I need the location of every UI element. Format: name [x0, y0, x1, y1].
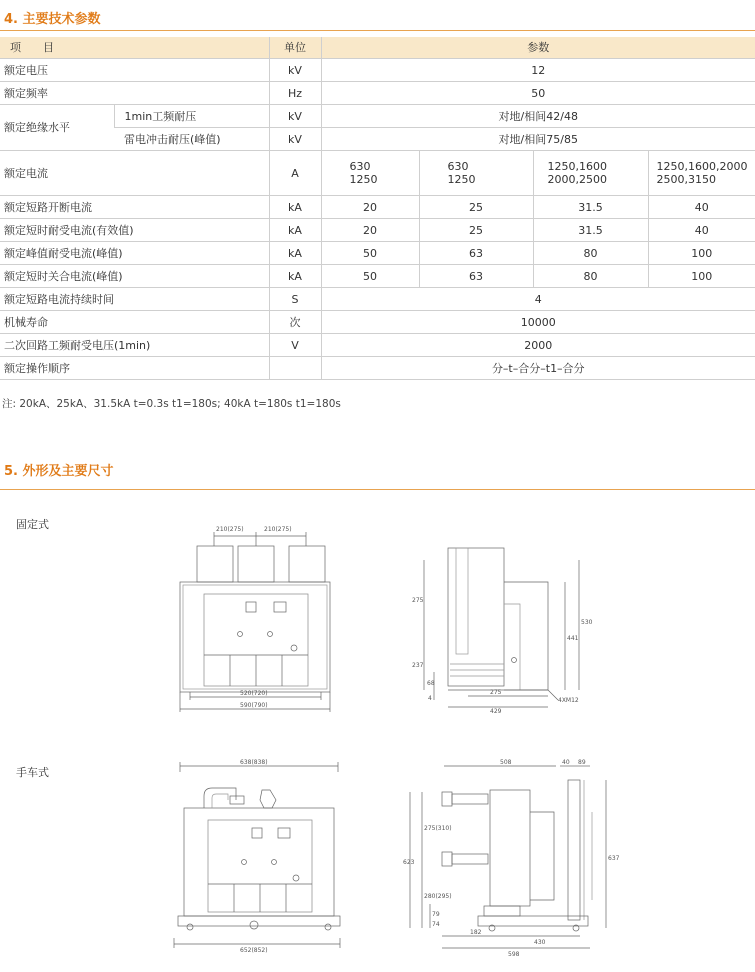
row-unit: 次 [269, 311, 321, 334]
row-item: 额定峰值耐受电流(峰值) [0, 242, 269, 265]
current-b: 2000,2500 [547, 173, 607, 186]
current-b: 1250 [447, 173, 476, 186]
row-unit: Hz [269, 82, 321, 105]
header-unit: 单位 [269, 37, 321, 59]
row-unit: kA [269, 219, 321, 242]
dim-label: 623 [403, 859, 415, 866]
header-item: 项 目 [0, 37, 269, 59]
row-value: 63 [419, 265, 533, 288]
dim-label: 652(852) [240, 947, 268, 954]
row-value: 63 [419, 242, 533, 265]
row-value: 100 [648, 265, 755, 288]
row-unit: kA [269, 242, 321, 265]
truck-side-view [403, 759, 620, 958]
row-item: 机械寿命 [0, 311, 269, 334]
dim-label: 4 [428, 695, 432, 702]
row-subitem: 1min工频耐压 [114, 105, 269, 128]
row-unit: S [269, 288, 321, 311]
row-item: 额定电压 [0, 59, 269, 82]
current-a: 1250,1600 [547, 160, 607, 173]
row-item: 额定短路开断电流 [0, 196, 269, 219]
row-value: 4 [321, 288, 755, 311]
row-item: 额定电流 [0, 151, 269, 196]
row-item: 二次回路工频耐受电压(1min) [0, 334, 269, 357]
section5-title: 5. 外形及主要尺寸 [4, 464, 114, 479]
row-value: 对地/相间75/85 [321, 128, 755, 151]
row-item: 额定频率 [0, 82, 269, 105]
row-value: 100 [648, 242, 755, 265]
row-value: 50 [321, 82, 755, 105]
row-unit: kV [269, 128, 321, 151]
dim-label: 638(838) [240, 759, 268, 766]
dim-label: 637 [608, 855, 620, 862]
dim-label: 590(790) [240, 702, 268, 709]
current-b: 2500,3150 [656, 173, 716, 186]
dim-label: 237 [412, 662, 424, 669]
row-item: 额定绝缘水平 [0, 105, 114, 151]
dim-label: 40 [562, 759, 570, 766]
row-value: 80 [533, 242, 648, 265]
dim-label: 520(720) [240, 690, 268, 697]
row-value: 2000 [321, 334, 755, 357]
row-item: 额定操作顺序 [0, 357, 269, 380]
row-value: 12 [321, 59, 755, 82]
row-value: 40 [648, 196, 755, 219]
row-value: 20 [321, 219, 419, 242]
dim-label: 275 [412, 597, 424, 604]
row-item: 额定短路电流持续时间 [0, 288, 269, 311]
dim-label: 441 [567, 635, 579, 642]
dim-label: 275 [490, 689, 502, 696]
dim-label: 79 [432, 911, 440, 918]
current-a: 1250,1600,2000 [656, 160, 748, 173]
dim-label: 598 [508, 951, 520, 958]
dim-label: 182 [470, 929, 482, 936]
row-unit: kA [269, 265, 321, 288]
row-value: 31.5 [533, 219, 648, 242]
dim-label: 74 [432, 921, 440, 928]
current-a: 630 [447, 160, 469, 173]
truck-front-view [174, 759, 340, 954]
dim-label: 530 [581, 619, 593, 626]
current-a: 630 [349, 160, 371, 173]
fixed-type-label: 固定式 [16, 518, 49, 531]
row-value: 对地/相间42/48 [321, 105, 755, 128]
row-value: 50 [321, 265, 419, 288]
dim-label: 4XM12 [558, 697, 579, 704]
dim-label: 429 [490, 708, 502, 715]
row-value: 31.5 [533, 196, 648, 219]
dim-label: 68 [427, 680, 435, 687]
row-value: 20 [321, 196, 419, 219]
row-unit: V [269, 334, 321, 357]
dim-label: 508 [500, 759, 512, 766]
current-b: 1250 [349, 173, 378, 186]
dim-label: 280(295) [424, 893, 452, 900]
row-item: 额定短时关合电流(峰值) [0, 265, 269, 288]
dim-label: 210(275) [264, 526, 292, 533]
row-item: 额定短时耐受电流(有效值) [0, 219, 269, 242]
row-unit: A [269, 151, 321, 196]
row-unit: kV [269, 59, 321, 82]
header-params: 参数 [321, 37, 755, 59]
dim-label: 275(310) [424, 825, 452, 832]
row-value: 10000 [321, 311, 755, 334]
row-value: 40 [648, 219, 755, 242]
row-value: 25 [419, 219, 533, 242]
truck-type-label: 手车式 [16, 766, 49, 779]
row-value: 50 [321, 242, 419, 265]
row-value: 25 [419, 196, 533, 219]
dim-label: 430 [534, 939, 546, 946]
row-unit: kA [269, 196, 321, 219]
row-value: 分–t–合分–t1–合分 [321, 357, 755, 380]
dim-label: 210(275) [216, 526, 244, 533]
row-unit: kV [269, 105, 321, 128]
section4-title: 4. 主要技术参数 [4, 12, 101, 27]
row-subitem: 雷电冲击耐压(峰值) [114, 128, 269, 151]
fixed-side-view [412, 548, 593, 715]
footnote: 注: 20kA、25kA、31.5kA t=0.3s t1=180s; 40kA t=180s t1=180s [2, 398, 341, 410]
fixed-front-view [180, 526, 330, 712]
dim-label: 89 [578, 759, 586, 766]
row-value: 80 [533, 265, 648, 288]
